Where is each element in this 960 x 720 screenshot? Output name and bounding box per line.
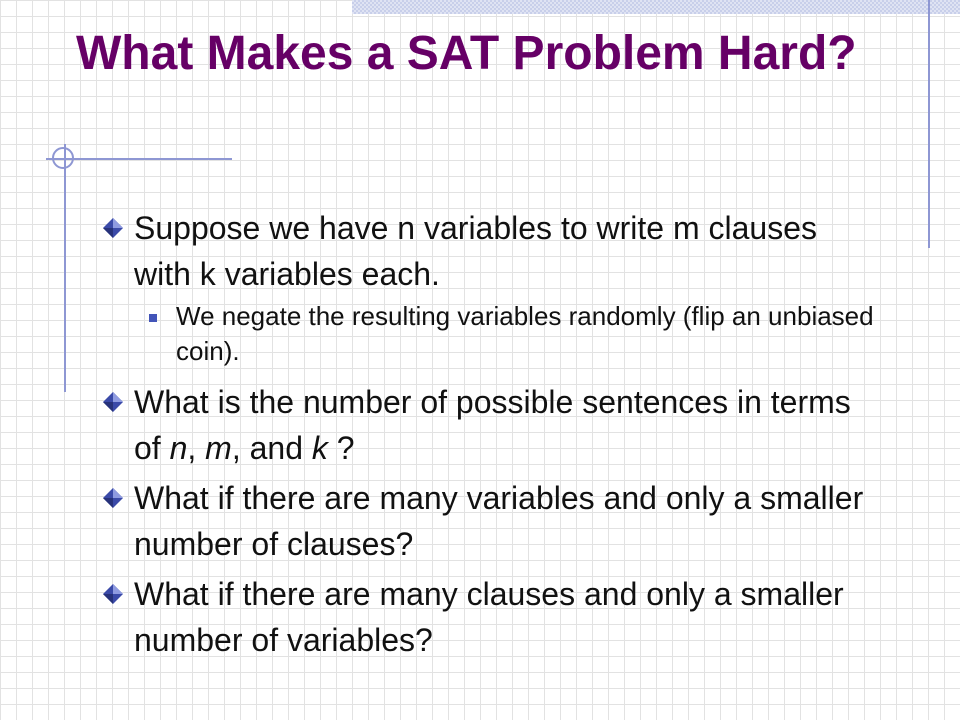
bullet-item: [100, 379, 880, 471]
square-bullet-icon: [149, 314, 157, 322]
bullet-text-part: , and: [231, 430, 312, 466]
corner-circle-decoration: [52, 147, 74, 169]
bullet-text-part: What is the number of possible sentences in terms of: [134, 384, 851, 466]
top-decorative-band: [352, 0, 960, 14]
bullet-text-part: ?: [327, 430, 355, 466]
bullet-item: [100, 475, 880, 567]
bullet-text-part: ,: [187, 430, 206, 466]
bullet-text: Suppose we have n variables to write m clauses with k variables each.: [134, 210, 818, 292]
sub-bullet-text: We negate the resulting variables randomly (flip an unbiased coin).: [176, 301, 874, 366]
slide-content: [100, 205, 880, 667]
diamond-bullet-icon: [102, 391, 124, 413]
right-accent-line: [928, 0, 930, 248]
variable-m: m: [205, 430, 232, 466]
diamond-bullet-icon: [102, 583, 124, 605]
left-accent-line: [64, 144, 66, 392]
bullet-item: [100, 571, 880, 663]
variable-n: n: [169, 430, 188, 466]
slide-title: What Makes a SAT Problem Hard?: [76, 27, 857, 80]
bullet-item: [100, 205, 880, 297]
diamond-bullet-icon: [102, 487, 124, 509]
bullet-text: What if there are many clauses and only a smaller number of variables?: [134, 576, 844, 658]
sub-bullet-item: [100, 299, 880, 369]
diamond-bullet-icon: [102, 217, 124, 239]
bullet-text: What if there are many variables and only a smaller number of clauses?: [134, 480, 864, 562]
variable-k: k: [311, 430, 328, 466]
